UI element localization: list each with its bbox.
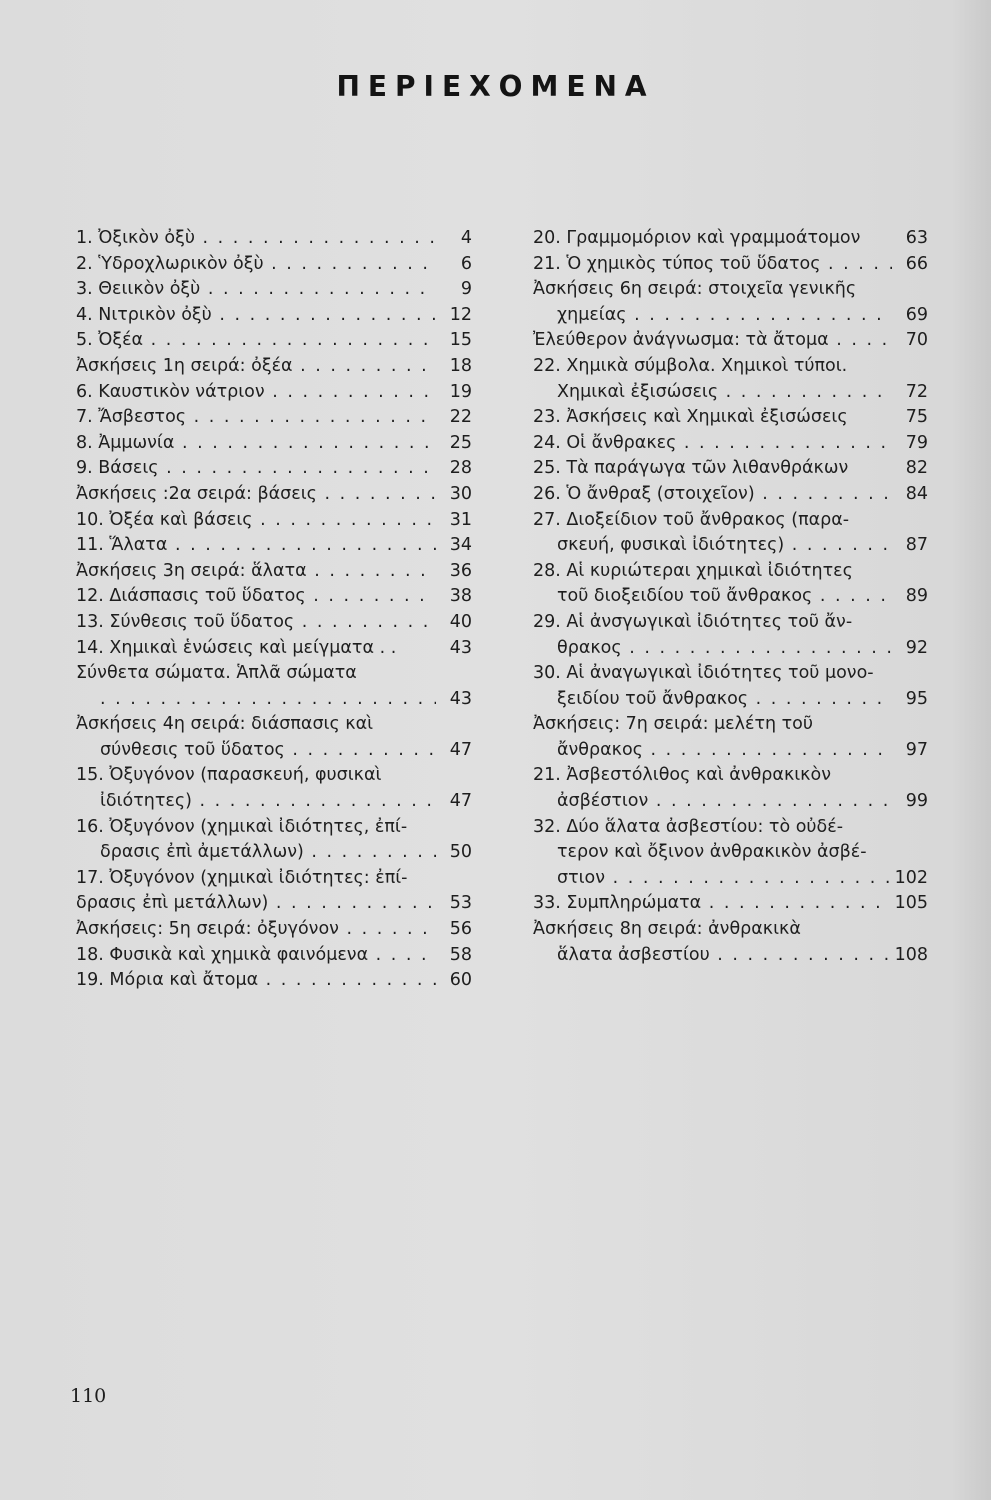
- toc-entry: 15. Ὀξυγόνον (παρασκευή, φυσικαὶ ἰδιότητες) . . . 47: [76, 763, 472, 814]
- toc-entry: 5. Ὀξέα . . . 15: [76, 328, 472, 354]
- toc-entry: 11. Ἅλατα . . . 34: [76, 533, 472, 559]
- toc-left-column: [76, 226, 472, 994]
- toc-entry: 1. Ὀξικὸν ὀξὺ . . . 4: [76, 226, 472, 252]
- toc-entry: 21. Ὁ χημικὸς τύπος τοῦ ὕδατος . . . 66: [533, 252, 928, 278]
- toc-entry: 16. Ὀξυγόνον (χημικαὶ ἰδιότητες, ἐπί- δρασις ἐπὶ ἀμετάλλων) . . . 50: [76, 815, 472, 866]
- toc-entry: 30. Αἱ ἀναγωγικαὶ ἰδιότητες τοῦ μονο- ξειδίου τοῦ ἄνθρακος . . . 95: [533, 661, 928, 712]
- toc-entry: Ἀσκήσεις 4η σειρά: διάσπασις καὶ σύνθεσις τοῦ ὕδατος . . . 47: [76, 712, 472, 763]
- toc-entry: 27. Διοξείδιον τοῦ ἄνθρακος (παρα- σκευή, φυσικαὶ ἰδιότητες) . . . 87: [533, 508, 928, 559]
- toc-entry: 8. Ἀμμωνία . . . 25: [76, 431, 472, 457]
- toc-entry: 6. Καυστικὸν νάτριον . . . 19: [76, 380, 472, 406]
- toc-entry: 17. Ὀξυγόνον (χημικαὶ ἰδιότητες: ἐπί-: [76, 867, 408, 888]
- toc-entry: Ἀσκήσεις :2α σειρά: βάσεις . . . 30: [76, 482, 472, 508]
- toc-entry: 28. Αἱ κυριώτεραι χημικαὶ ἰδιότητες τοῦ διοξειδίου τοῦ ἄνθρακος . . . 89: [533, 559, 928, 610]
- toc-entry: Ἐλεύθερον ἀνάγνωσμα: τὰ ἄτομα . . . 70: [533, 328, 928, 354]
- toc-entry: Σύνθετα σώματα. Ἁπλᾶ σώματα . . . 43: [76, 661, 472, 712]
- toc-entry: 10. Ὀξέα καὶ βάσεις . . . 31: [76, 508, 472, 534]
- toc-entry: 2. Ὑδροχλωρικὸν ὀξὺ . . . 6: [76, 252, 472, 278]
- toc-entry: Ἀσκήσεις: 7η σειρά: μελέτη τοῦ ἄνθρακος . . . 97: [533, 712, 928, 763]
- page-title: ΠΕΡΙΕΧΟΜΕΝΑ: [336, 70, 655, 103]
- toc-entry: 3. Θειικὸν ὀξὺ . . . 9: [76, 277, 472, 303]
- toc-entry: 13. Σύνθεσις τοῦ ὕδατος . . . 40: [76, 610, 472, 636]
- toc-entry: 19. Μόρια καὶ ἄτομα . . . 60: [76, 968, 472, 994]
- toc-entry: 24. Οἱ ἄνθρακες . . . 79: [533, 431, 928, 457]
- toc-right-column: [533, 226, 928, 968]
- toc-entry: Ἀσκήσεις 8η σειρά: ἀνθρακικὰ ἅλατα ἀσβεστίου . . . 108: [533, 917, 928, 968]
- toc-entry: 9. Βάσεις . . . 28: [76, 456, 472, 482]
- toc-entry: 22. Χημικὰ σύμβολα. Χημικοὶ τύποι. Χημικαὶ ἐξισώσεις . . . 72: [533, 354, 928, 405]
- toc-entry: 12. Διάσπασις τοῦ ὕδατος . . . 38: [76, 584, 472, 610]
- toc-entry: 29. Αἱ ἀνσγωγικαὶ ἰδιότητες τοῦ ἄν- θρακος . . . 92: [533, 610, 928, 661]
- toc-entry: 14. Χημικαὶ ἑνώσεις καὶ μείγματα . . 43: [76, 637, 472, 658]
- toc-entry: 26. Ὁ ἄνθραξ (στοιχεῖον) . . . 84: [533, 482, 928, 508]
- toc-entry: Ἀσκήσεις 3η σειρά: ἅλατα . . . 36: [76, 559, 472, 585]
- toc-entry: Ἀσκήσεις: 5η σειρά: ὀξυγόνον . . . 56: [76, 917, 472, 943]
- toc-entry: 23. Ἀσκήσεις καὶ Χημικαὶ ἐξισώσεις 75: [533, 407, 928, 428]
- toc-entry: 25. Τὰ παράγωγα τῶν λιθανθράκων 82: [533, 458, 928, 479]
- page-number: 110: [70, 1385, 107, 1407]
- toc-entry: 4. Νιτρικὸν ὀξὺ . . . 12: [76, 303, 472, 329]
- toc-entry: δρασις ἐπὶ μετάλλων) . . . 53: [76, 891, 472, 917]
- toc-entry: 21. Ἀσβεστόλιθος καὶ ἀνθρακικὸν ἀσβέστιον . . . 99: [533, 763, 928, 814]
- toc-entry: Ἀσκήσεις 1η σειρά: ὀξέα . . . 18: [76, 354, 472, 380]
- toc-entry: 7. Ἄσβεστος . . . 22: [76, 405, 472, 431]
- toc-entry: 32. Δύο ἅλατα ἀσβεστίου: τὸ οὐδέ- τερον καὶ ὄξινον ἀνθρακικὸν ἀσβέ- στιον . . . 102: [533, 815, 928, 892]
- toc-entry: 18. Φυσικὰ καὶ χημικὰ φαινόμενα . . . 58: [76, 943, 472, 969]
- toc-entry: Ἀσκήσεις 6η σειρά: στοιχεῖα γενικῆς χημείας . . . 69: [533, 277, 928, 328]
- toc-entry: 20. Γραμμομόριον καὶ γραμμοάτομον 63: [533, 228, 928, 248]
- toc-entry: 33. Συμπληρώματα . . . 105: [533, 891, 928, 917]
